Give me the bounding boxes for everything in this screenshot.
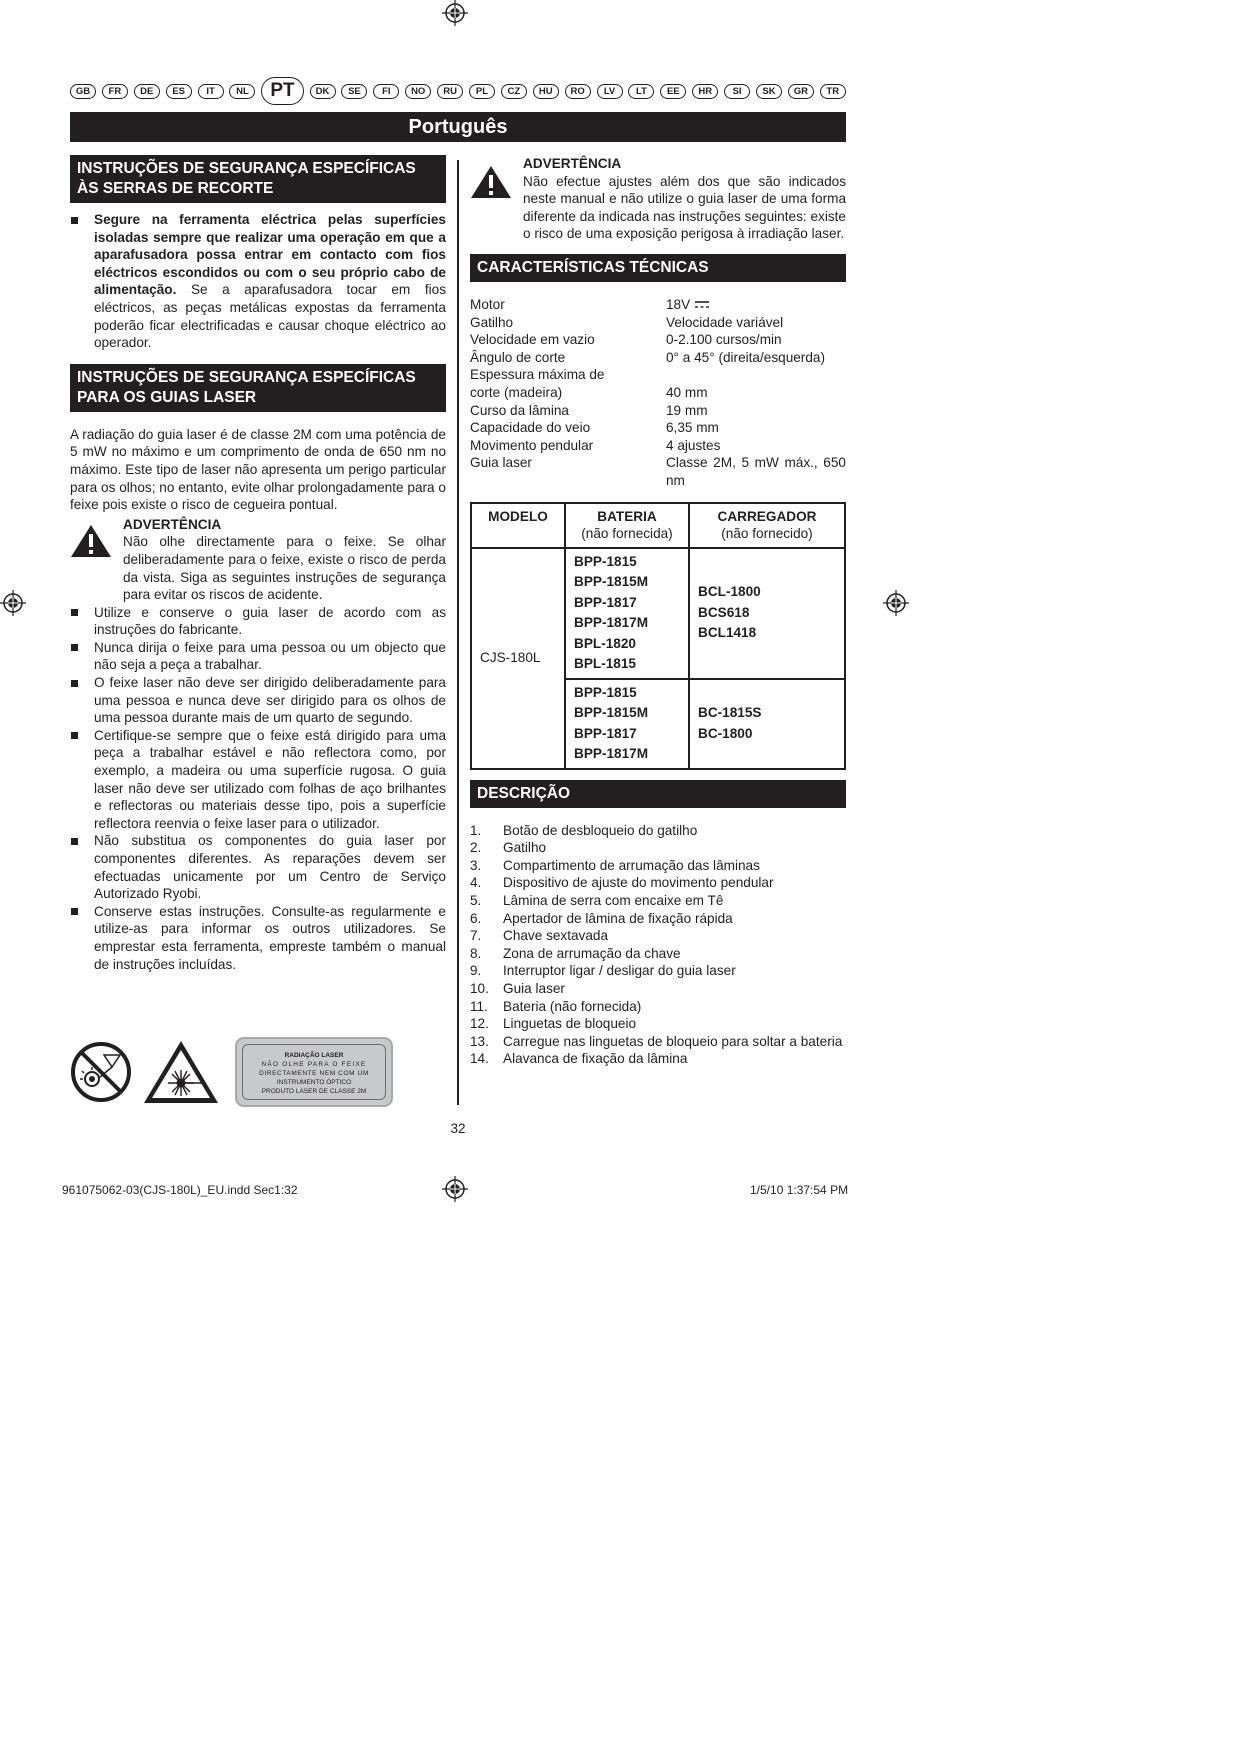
item-number: 14.	[470, 1051, 489, 1067]
charger-cell	[689, 679, 845, 769]
registration-mark-icon	[442, 1176, 468, 1202]
charger-model: BCL-1800	[698, 584, 761, 600]
list-item	[470, 962, 846, 980]
language-tab-active[interactable]: PT	[261, 77, 303, 105]
spec-label: Gatilho	[470, 314, 514, 330]
item-text: Compartimento de arrumação das lâminas	[503, 857, 760, 873]
language-tab[interactable]: SE	[341, 84, 367, 99]
spec-value	[666, 296, 846, 314]
column-header-sub: (não fornecida)	[581, 526, 673, 542]
item-number: 2.	[470, 840, 482, 856]
battery-model: BPP-1817M	[574, 746, 649, 762]
laser-warning-block	[70, 516, 446, 604]
list-item	[470, 839, 846, 857]
item-number: 1.	[470, 822, 482, 838]
item-number: 13.	[470, 1033, 489, 1049]
spec-value: Velocidade variável	[666, 314, 784, 330]
spec-label: Curso da lâmina	[470, 402, 569, 418]
item-text: Botão de desbloqueio do gatilho	[503, 822, 698, 838]
spec-value: 0° a 45° (direita/esquerda)	[666, 349, 825, 365]
spec-value-text: 18V	[666, 296, 691, 312]
language-tab[interactable]: HU	[533, 84, 559, 99]
spec-value: 40 mm	[666, 384, 708, 400]
language-tab[interactable]: HR	[692, 84, 718, 99]
warning-title: ADVERTÊNCIA	[123, 516, 222, 532]
section-heading-jigsaw-safety: INSTRUÇÕES DE SEGURANÇA ESPECÍFICAS ÀS SERRAS DE RECORTE	[70, 155, 446, 203]
list-item: Não substitua os componentes do guia laser por componentes diferentes. As reparações devem ser efectuadas unicamente por um Centro de Serviço Autorizado Ryobi.	[70, 832, 446, 902]
laser-warning-signs	[70, 1035, 390, 1110]
spec-value: 4 ajustes	[666, 437, 721, 453]
language-tab[interactable]: NL	[229, 84, 255, 99]
spec-label: Movimento pendular	[470, 437, 594, 453]
spec-label: Espessura máxima de	[470, 367, 605, 383]
column-header-title: BATERIA	[597, 508, 657, 524]
charger-model: BC-1815S	[698, 705, 762, 721]
item-text: Lâmina de serra com encaixe em Tê	[503, 893, 724, 909]
item-text: Alavanca de fixação da lâmina	[503, 1051, 688, 1067]
language-selector	[70, 80, 846, 102]
language-tab[interactable]: FI	[373, 84, 399, 99]
laser-label-title: RADIAÇÃO LASER	[284, 1052, 344, 1059]
description-list	[470, 822, 846, 1068]
list-item: Nunca dirija o feixe para uma pessoa ou um objecto que não seja a peça a trabalhar.	[70, 639, 446, 674]
battery-model: BPP-1817	[574, 725, 637, 741]
item-text: Zona de arrumação da chave	[503, 945, 681, 961]
section-heading-laser-safety: INSTRUÇÕES DE SEGURANÇA ESPECÍFICAS PARA OS GUIAS LASER	[70, 364, 446, 412]
laser-label-line: NÃO OLHE PARA O FEIXE	[261, 1061, 367, 1068]
models-table	[470, 502, 846, 770]
warning-body	[123, 516, 446, 604]
registration-mark-icon	[442, 0, 468, 26]
charger-cell	[689, 548, 845, 679]
list-item	[470, 945, 846, 963]
warning-body	[523, 155, 846, 243]
spec-value: 19 mm	[666, 402, 708, 418]
language-tab[interactable]: SI	[724, 84, 750, 99]
laser-safety-list	[70, 604, 446, 973]
list-item	[470, 874, 846, 892]
battery-model: BPP-1815	[574, 553, 637, 569]
table-row	[470, 437, 846, 455]
battery-model: BPP-1815	[574, 684, 637, 700]
laser-class-label	[235, 1037, 393, 1107]
item-number: 11.	[470, 998, 488, 1014]
list-item	[470, 980, 846, 998]
laser-class-label-inner	[242, 1044, 386, 1100]
battery-cell	[565, 548, 689, 679]
no-stare-eye-icon	[70, 1041, 132, 1103]
jigsaw-safety-list	[70, 211, 446, 352]
language-tab[interactable]: IT	[198, 84, 224, 99]
list-item	[70, 211, 446, 352]
language-tab[interactable]: RO	[565, 84, 591, 99]
warning-triangle-icon	[70, 524, 112, 558]
laser-label-line: DIRECTAMENTE NEM COM UM	[259, 1070, 369, 1077]
language-tab[interactable]: LV	[597, 84, 623, 99]
footer-timestamp: 1/5/10 1:37:54 PM	[750, 1183, 849, 1197]
laser-hazard-icon	[142, 1039, 220, 1105]
spec-value	[666, 366, 846, 384]
left-column	[70, 155, 446, 973]
charger-model: BC-1800	[698, 725, 753, 741]
item-text: Gatilho	[503, 840, 547, 856]
list-item	[470, 927, 846, 945]
spec-value: 0-2.100 cursos/min	[666, 332, 782, 348]
language-tab[interactable]: CZ	[501, 84, 527, 99]
table-row	[470, 402, 846, 420]
table-header-row	[471, 503, 845, 548]
language-tab[interactable]: TR	[820, 84, 846, 99]
bold-lead-text: Segure na ferramenta eléctrica pelas superfícies isoladas sempre que realizar uma operação em que a aparafusadora possa entrar em contacto com fios eléctricos escondidos ou com o seu próprio cabo de alimentação.	[94, 212, 446, 298]
table-row	[470, 454, 846, 489]
item-number: 8.	[470, 945, 482, 961]
column-divider	[457, 160, 459, 1105]
list-item: Conserve estas instruções. Consulte-as regularmente e utilize-as para informar os outros utilizadores. Se emprestar esta ferramenta, empreste também o manual de instruções incluídas.	[70, 903, 446, 973]
column-header: MODELO	[471, 503, 565, 548]
warning-title: ADVERTÊNCIA	[523, 156, 622, 171]
language-tab[interactable]: ES	[166, 84, 192, 99]
battery-model: BPP-1817	[574, 594, 637, 610]
footer-file-info: 961075062-03(CJS-180L)_EU.indd Sec1:32	[62, 1183, 298, 1197]
column-header-title: CARREGADOR	[717, 508, 817, 524]
language-tab[interactable]: GB	[70, 84, 96, 99]
list-item	[470, 1050, 846, 1068]
specs-table	[470, 296, 846, 490]
warning-text: Não olhe directamente para o feixe. Se olhar deliberadamente para o feixe, existe o risco de perda da vista. Siga as seguintes instruções de segurança para evitar os riscos de acidente.	[123, 534, 446, 603]
list-item: Utilize e conserve o guia laser de acordo com as instruções do fabricante.	[70, 604, 446, 639]
spec-label: Velocidade em vazio	[470, 332, 595, 348]
item-number: 3.	[470, 857, 482, 873]
dc-current-icon	[694, 300, 710, 309]
spec-label: Guia laser	[470, 455, 532, 471]
model-cell: CJS-180L	[471, 548, 565, 769]
item-text: Interruptor ligar / desligar do guia laser	[503, 963, 736, 979]
registration-mark-icon	[0, 590, 26, 616]
item-number: 4.	[470, 875, 482, 891]
spec-label: corte (madeira)	[470, 384, 563, 400]
language-tab[interactable]: FR	[102, 84, 128, 99]
table-row	[470, 366, 846, 384]
language-tab[interactable]: PL	[469, 84, 495, 99]
table-row	[470, 331, 846, 349]
item-text: Bateria (não fornecida)	[503, 998, 642, 1014]
page-title: Português	[70, 112, 846, 142]
item-number: 10.	[470, 981, 489, 997]
item-text: Dispositivo de ajuste do movimento pendular	[503, 875, 774, 891]
column-header	[565, 503, 689, 548]
battery-cell	[565, 679, 689, 769]
column-header	[689, 503, 845, 548]
warning-triangle-icon	[470, 165, 512, 199]
charger-model: BCS618	[698, 604, 750, 620]
spec-label: Capacidade do veio	[470, 420, 591, 436]
list-item	[470, 857, 846, 875]
page-number: 32	[450, 1121, 466, 1136]
list-item: Certifique-se sempre que o feixe está dirigido para uma peça a trabalhar estável e não reflectora como, por exemplo, a madeira ou uma superfície rugosa. O guia laser não deve ser utilizado com folhas de aço brilhantes e reflectoras ou materiais desse tipo, pois a superfície reflectora reenvia o feixe laser para o utilizador.	[70, 727, 446, 833]
laser-label-line: PRODUTO LASER DE CLASSE 2M	[261, 1088, 367, 1095]
battery-model: BPP-1817M	[574, 615, 649, 631]
right-column	[470, 155, 846, 1068]
list-item	[470, 1015, 846, 1033]
section-heading-description: DESCRIÇÃO	[470, 780, 846, 808]
language-tab[interactable]: LT	[628, 84, 654, 99]
battery-model: BPL-1815	[574, 656, 636, 672]
spec-label: Motor	[470, 296, 505, 312]
language-tab[interactable]: DE	[134, 84, 160, 99]
battery-model: BPP-1815M	[574, 705, 649, 721]
language-tab[interactable]: DK	[310, 84, 336, 99]
item-text: Chave sextavada	[503, 928, 609, 944]
language-tab[interactable]: NO	[405, 84, 431, 99]
item-text: Guia laser	[503, 981, 565, 997]
language-tab[interactable]: RU	[437, 84, 463, 99]
list-item	[470, 998, 846, 1016]
battery-model: BPL-1820	[574, 635, 636, 651]
charger-model: BCL1418	[698, 625, 757, 641]
warning-text: Não efectue ajustes além dos que são indicados neste manual e não utilize o guia laser de uma forma diferente da indicada nas instruções seguintes: existe o risco de uma exposição perigosa à irradiação laser.	[523, 173, 846, 242]
table-row	[470, 314, 846, 332]
exposure-warning-block	[470, 155, 846, 243]
battery-model: BPP-1815M	[574, 574, 649, 590]
table-row	[470, 419, 846, 437]
language-tab[interactable]: GR	[788, 84, 814, 99]
list-item	[470, 1033, 846, 1051]
language-tab[interactable]: SK	[756, 84, 782, 99]
item-text: Apertador de lâmina de fixação rápida	[503, 910, 733, 926]
item-text: Linguetas de bloqueio	[503, 1016, 637, 1032]
list-item: O feixe laser não deve ser dirigido deliberadamente para uma pessoa e nunca deve ser dirigido para os olhos de uma pessoa durante mais de um quarto de segundo.	[70, 674, 446, 727]
spec-value: 6,35 mm	[666, 420, 719, 436]
list-item	[470, 822, 846, 840]
body-text: Se a aparafusadora tocar em fios eléctricos, as peças metálicas expostas da ferramenta poderão ficar electrificadas e causar choque eléctrico ao operador.	[94, 282, 446, 351]
table-row	[470, 384, 846, 402]
table-row	[470, 349, 846, 367]
item-number: 6.	[470, 910, 482, 926]
laser-label-line: INSTRUMENTO ÓPTICO	[276, 1079, 352, 1086]
item-number: 12.	[470, 1016, 489, 1032]
item-number: 5.	[470, 893, 482, 909]
laser-intro-paragraph: A radiação do guia laser é de classe 2M com uma potência de 5 mW no máximo e um comprimento de onda de 650 nm no máximo. Este tipo de laser não apresenta um perigo particular para os olhos; no entanto, evite olhar prolongadamente para o feixe pois existe o risco de cegueira pontual.	[70, 426, 446, 513]
list-item	[470, 892, 846, 910]
table-row	[471, 548, 845, 679]
list-item	[470, 910, 846, 928]
spec-value: Classe 2M, 5 mW máx., 650 nm	[666, 455, 846, 488]
registration-mark-icon	[883, 590, 909, 616]
item-number: 9.	[470, 963, 482, 979]
section-heading-specs: CARACTERÍSTICAS TÉCNICAS	[470, 254, 846, 282]
table-row	[470, 296, 846, 314]
language-tab[interactable]: EE	[660, 84, 686, 99]
spec-label: Ângulo de corte	[470, 349, 566, 365]
item-text: Carregue nas linguetas de bloqueio para soltar a bateria	[503, 1033, 843, 1049]
item-number: 7.	[470, 928, 482, 944]
column-header-sub: (não fornecido)	[721, 526, 813, 542]
